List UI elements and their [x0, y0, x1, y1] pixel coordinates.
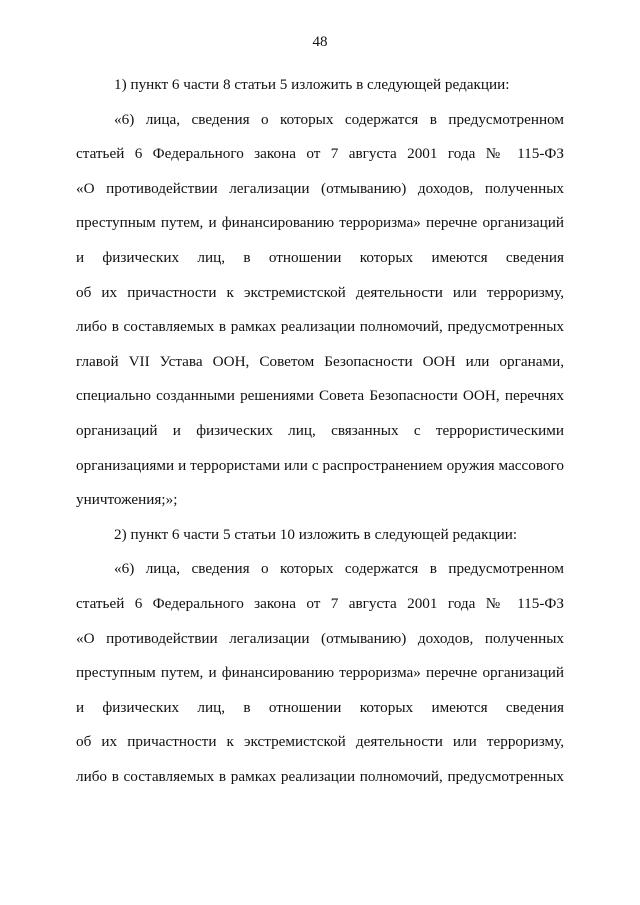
text-line: и физических лиц, в отношении которых имеются сведения — [76, 248, 564, 266]
document-body — [76, 68, 564, 794]
text-line: «О противодействии легализации (отмыванию) доходов, полученных — [76, 629, 564, 647]
text-line: 1) пункт 6 части 8 статьи 5 изложить в следующей редакции: — [114, 76, 510, 93]
text-line: об их причастности к экстремистской деятельности или терроризму, — [76, 733, 564, 751]
paragraph-item-2-text — [76, 552, 564, 794]
text-line: статьей 6 Федерального закона от 7 августа 2001 года № 115-ФЗ — [76, 594, 564, 612]
text-line: организациями и террористами или с распространением оружия массового — [76, 456, 564, 474]
text-line: и физических лиц, в отношении которых имеются сведения — [76, 698, 564, 716]
text-line: либо в составляемых в рамках реализации полномочий, предусмотренных — [76, 767, 564, 785]
paragraph-item-1-text — [76, 103, 564, 518]
text-line: организаций и физических лиц, связанных с террористическими — [76, 421, 564, 439]
paragraph-item-1 — [76, 68, 564, 103]
text-line: главой VII Устава ООН, Советом Безопасности ООН или органами, — [76, 352, 564, 370]
text-line: статьей 6 Федерального закона от 7 августа 2001 года № 115-ФЗ — [76, 145, 564, 163]
page-number: 48 — [312, 34, 328, 50]
text-line: либо в составляемых в рамках реализации полномочий, предусмотренных — [76, 318, 564, 336]
text-line: 2) пункт 6 части 5 статьи 10 изложить в следующей редакции: — [114, 525, 518, 543]
text-line: «О противодействии легализации (отмыванию) доходов, полученных — [76, 179, 564, 197]
text-line: специально созданными решениями Совета Безопасности ООН, перечнях — [76, 387, 564, 405]
paragraph-item-2 — [76, 518, 564, 553]
text-line: об их причастности к экстремистской деятельности или терроризму, — [76, 283, 564, 301]
text-line: уничтожения;»; — [76, 491, 178, 509]
text-line: «6) лица, сведения о которых содержатся в предусмотренном — [114, 560, 564, 578]
text-line: преступным путем, и финансированию терроризма» перечне организаций — [76, 214, 564, 232]
text-line: преступным путем, и финансированию терроризма» перечне организаций — [76, 664, 564, 682]
text-line: «6) лица, сведения о которых содержатся в предусмотренном — [114, 110, 564, 128]
